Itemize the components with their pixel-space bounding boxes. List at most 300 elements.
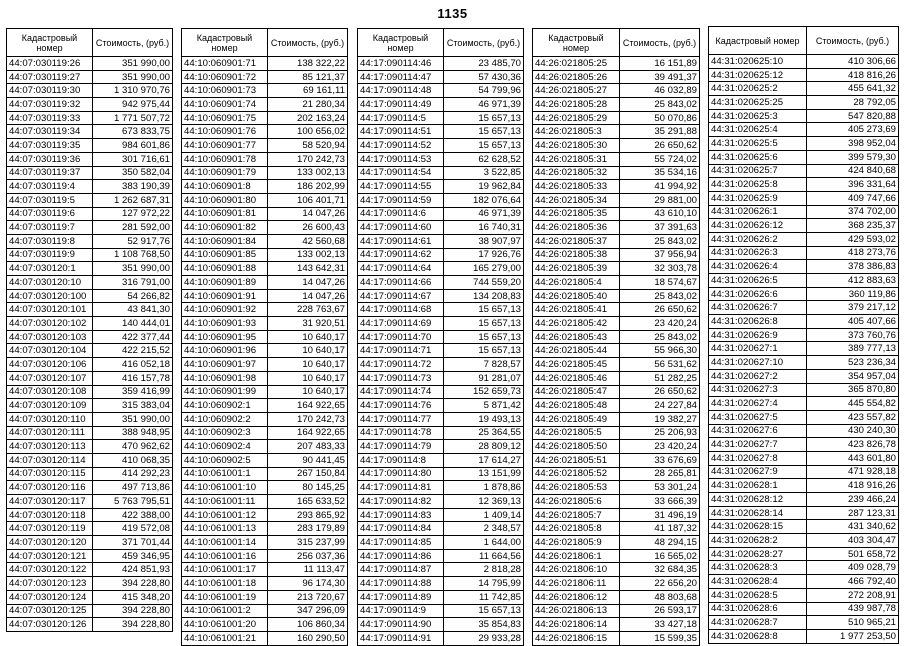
table-row <box>709 479 899 493</box>
table-row <box>182 139 348 153</box>
cadastral-number-cell: 44:31:020625:6 <box>709 150 807 164</box>
cost-cell: 301 716,61 <box>93 152 173 166</box>
cost-cell: 378 386,83 <box>807 260 899 274</box>
cost-cell: 523 236,34 <box>807 356 899 370</box>
cadastral-number-cell: 44:07:030119:27 <box>7 70 93 84</box>
cadastral-number-cell: 44:17:090114:49 <box>358 98 444 112</box>
cost-cell: 12 369,13 <box>444 495 524 509</box>
table-row <box>358 234 524 248</box>
table-row <box>709 68 899 82</box>
cadastral-number-cell: 44:26:021805:27 <box>533 84 620 98</box>
cost-cell: 256 037,36 <box>268 549 348 563</box>
table-row <box>358 289 524 303</box>
cost-cell: 26 593,17 <box>620 604 700 618</box>
cost-cell: 15 657,13 <box>444 139 524 153</box>
cost-cell: 359 416,99 <box>93 385 173 399</box>
cadastral-number-cell: 44:17:090114:48 <box>358 84 444 98</box>
cadastral-number-cell: 44:10:060901:8 <box>182 180 268 194</box>
table-row <box>358 399 524 413</box>
table-row <box>709 547 899 561</box>
header-cadastral-number: Кадастровый номер <box>533 29 620 57</box>
cost-cell: 10 640,17 <box>268 330 348 344</box>
cadastral-number-cell: 44:17:090114:71 <box>358 344 444 358</box>
table-row <box>533 563 700 577</box>
cadastral-number-cell: 44:10:060901:93 <box>182 317 268 331</box>
table-row <box>358 358 524 372</box>
cadastral-number-cell: 44:07:030120:104 <box>7 344 93 358</box>
cost-cell: 394 228,80 <box>93 618 173 632</box>
table-row <box>709 534 899 548</box>
cost-cell: 673 833,75 <box>93 125 173 139</box>
table-row <box>533 289 700 303</box>
table-row <box>182 467 348 481</box>
cadastral-number-cell: 44:07:030119:8 <box>7 234 93 248</box>
cost-cell: 58 520,94 <box>268 139 348 153</box>
cost-cell: 11 664,56 <box>444 549 524 563</box>
table-row <box>533 84 700 98</box>
table-row <box>7 618 173 632</box>
cost-cell: 53 301,24 <box>620 481 700 495</box>
cost-cell: 46 971,39 <box>444 207 524 221</box>
cost-cell: 43 610,10 <box>620 207 700 221</box>
cost-cell: 32 684,35 <box>620 563 700 577</box>
cost-cell: 48 294,15 <box>620 536 700 550</box>
cost-cell: 424 840,68 <box>807 164 899 178</box>
cost-cell: 445 554,82 <box>807 397 899 411</box>
table-row <box>358 303 524 317</box>
cadastral-number-cell: 44:17:090114:80 <box>358 467 444 481</box>
table-row <box>182 152 348 166</box>
cost-cell: 202 163,24 <box>268 111 348 125</box>
table-row <box>709 410 899 424</box>
cadastral-number-cell: 44:17:090114:47 <box>358 70 444 84</box>
table-row <box>709 260 899 274</box>
table-row <box>709 356 899 370</box>
cadastral-number-cell: 44:10:061001:12 <box>182 508 268 522</box>
cadastral-number-cell: 44:26:021805:39 <box>533 262 620 276</box>
cost-cell: 15 657,13 <box>444 317 524 331</box>
cadastral-table-5 <box>708 26 899 644</box>
table-row <box>358 549 524 563</box>
cost-cell: 23 420,24 <box>620 440 700 454</box>
cost-cell: 1 977 253,50 <box>807 629 899 643</box>
table-row <box>709 301 899 315</box>
cost-cell: 399 579,30 <box>807 150 899 164</box>
cadastral-number-cell: 44:17:090114:83 <box>358 508 444 522</box>
table-row <box>533 303 700 317</box>
cadastral-number-cell: 44:17:090114:86 <box>358 549 444 563</box>
cadastral-number-cell: 44:26:021805:49 <box>533 412 620 426</box>
table-row <box>7 467 173 481</box>
cost-cell: 430 240,30 <box>807 424 899 438</box>
table-row <box>358 412 524 426</box>
cost-cell: 23 420,24 <box>620 317 700 331</box>
cost-cell: 35 534,16 <box>620 166 700 180</box>
table-row <box>709 232 899 246</box>
cadastral-number-cell: 44:07:030120:119 <box>7 522 93 536</box>
cadastral-number-cell: 44:26:021805:29 <box>533 111 620 125</box>
cost-cell: 96 174,30 <box>268 577 348 591</box>
cost-cell: 25 206,93 <box>620 426 700 440</box>
table-row <box>182 125 348 139</box>
table-row <box>358 207 524 221</box>
cost-cell: 48 803,68 <box>620 590 700 604</box>
table-row <box>533 234 700 248</box>
cost-cell: 57 430,36 <box>444 70 524 84</box>
header-cost: Стоимость, (руб.) <box>620 29 700 57</box>
table-row <box>358 495 524 509</box>
table-row <box>709 493 899 507</box>
cost-cell: 501 658,72 <box>807 547 899 561</box>
cadastral-number-cell: 44:07:030119:6 <box>7 207 93 221</box>
cadastral-number-cell: 44:26:021805:50 <box>533 440 620 454</box>
cadastral-number-cell: 44:10:061001:2 <box>182 604 268 618</box>
table-row <box>533 577 700 591</box>
table-row <box>7 590 173 604</box>
table-row <box>182 440 348 454</box>
table-row <box>182 522 348 536</box>
cadastral-table-1 <box>6 28 173 632</box>
table-row <box>182 508 348 522</box>
table-row <box>709 205 899 219</box>
cadastral-number-cell: 44:26:021805:25 <box>533 57 620 71</box>
table-row <box>533 207 700 221</box>
cadastral-number-cell: 44:10:060901:85 <box>182 248 268 262</box>
table-row <box>533 125 700 139</box>
cost-cell: 26 650,62 <box>620 139 700 153</box>
cost-cell: 14 047,26 <box>268 276 348 290</box>
cost-cell: 394 228,80 <box>93 604 173 618</box>
cadastral-number-cell: 44:26:021805:3 <box>533 125 620 139</box>
table-row <box>358 481 524 495</box>
cost-cell: 25 843,02 <box>620 234 700 248</box>
table-row <box>358 70 524 84</box>
cadastral-number-cell: 44:26:021805:45 <box>533 358 620 372</box>
cost-cell: 379 217,12 <box>807 301 899 315</box>
cadastral-number-cell: 44:07:030120:107 <box>7 371 93 385</box>
cadastral-number-cell: 44:17:090114:60 <box>358 221 444 235</box>
cost-cell: 371 701,44 <box>93 536 173 550</box>
cadastral-number-cell: 44:17:090114:62 <box>358 248 444 262</box>
cadastral-number-cell: 44:17:090114:87 <box>358 563 444 577</box>
cadastral-number-cell: 44:07:030119:33 <box>7 111 93 125</box>
cadastral-number-cell: 44:07:030120:101 <box>7 303 93 317</box>
table-row <box>182 631 348 645</box>
table-row <box>533 317 700 331</box>
cadastral-number-cell: 44:26:021806:1 <box>533 549 620 563</box>
cost-cell: 100 656,02 <box>268 125 348 139</box>
table-row <box>358 563 524 577</box>
cost-cell: 7 828,57 <box>444 358 524 372</box>
cost-cell: 170 242,73 <box>268 152 348 166</box>
cadastral-number-cell: 44:31:020628:3 <box>709 561 807 575</box>
cost-cell: 182 076,64 <box>444 193 524 207</box>
table-row <box>709 109 899 123</box>
cadastral-number-cell: 44:10:061001:14 <box>182 536 268 550</box>
cadastral-number-cell: 44:07:030119:37 <box>7 166 93 180</box>
cadastral-number-cell: 44:26:021805:26 <box>533 70 620 84</box>
table-row <box>7 536 173 550</box>
table-row <box>709 602 899 616</box>
cadastral-number-cell: 44:07:030120:116 <box>7 481 93 495</box>
cadastral-number-cell: 44:31:020625:7 <box>709 164 807 178</box>
table-row <box>533 412 700 426</box>
cadastral-number-cell: 44:17:090114:91 <box>358 631 444 645</box>
table-row <box>709 164 899 178</box>
cost-cell: 62 628,52 <box>444 152 524 166</box>
table-row <box>358 180 524 194</box>
cadastral-number-cell: 44:17:090114:6 <box>358 207 444 221</box>
table-row <box>182 98 348 112</box>
cadastral-number-cell: 44:07:030120:126 <box>7 618 93 632</box>
cadastral-number-cell: 44:26:021805:7 <box>533 508 620 522</box>
table-row <box>358 344 524 358</box>
cost-cell: 127 972,22 <box>93 207 173 221</box>
cadastral-number-cell: 44:10:060901:76 <box>182 125 268 139</box>
cadastral-number-cell: 44:10:060901:96 <box>182 344 268 358</box>
cost-cell: 54 799,96 <box>444 84 524 98</box>
table-row <box>182 317 348 331</box>
cadastral-number-cell: 44:07:030120:121 <box>7 549 93 563</box>
cadastral-number-cell: 44:10:060901:99 <box>182 385 268 399</box>
table-row <box>358 522 524 536</box>
cost-cell: 405 273,69 <box>807 123 899 137</box>
table-row <box>709 219 899 233</box>
table-header-row <box>182 29 348 57</box>
table-row <box>709 575 899 589</box>
table-row <box>7 303 173 317</box>
cost-cell: 283 179,89 <box>268 522 348 536</box>
cadastral-number-cell: 44:31:020627:8 <box>709 451 807 465</box>
cost-cell: 35 291,88 <box>620 125 700 139</box>
cadastral-number-cell: 44:31:020627:2 <box>709 369 807 383</box>
cost-cell: 1 108 768,50 <box>93 248 173 262</box>
cost-cell: 470 962,62 <box>93 440 173 454</box>
table-row <box>182 166 348 180</box>
table-row <box>533 467 700 481</box>
cost-cell: 416 157,78 <box>93 371 173 385</box>
cadastral-number-cell: 44:26:021805:28 <box>533 98 620 112</box>
table-row <box>533 604 700 618</box>
table-row <box>7 262 173 276</box>
table-row <box>358 317 524 331</box>
cadastral-number-cell: 44:31:020626:5 <box>709 274 807 288</box>
cadastral-number-cell: 44:17:090114:68 <box>358 303 444 317</box>
cost-cell: 106 860,34 <box>268 618 348 632</box>
cadastral-number-cell: 44:31:020627:3 <box>709 383 807 397</box>
table-row <box>7 166 173 180</box>
cadastral-number-cell: 44:10:061001:17 <box>182 563 268 577</box>
table-row <box>7 248 173 262</box>
table-row <box>533 549 700 563</box>
cost-cell: 21 280,34 <box>268 98 348 112</box>
table-row <box>7 440 173 454</box>
cadastral-number-cell: 44:17:090114:72 <box>358 358 444 372</box>
cost-cell: 315 383,04 <box>93 399 173 413</box>
table-row <box>709 506 899 520</box>
cost-cell: 28 792,05 <box>807 96 899 110</box>
table-row <box>7 344 173 358</box>
cost-cell: 52 917,76 <box>93 234 173 248</box>
table-header-row <box>7 29 173 57</box>
cadastral-number-cell: 44:31:020626:9 <box>709 328 807 342</box>
table-row <box>358 276 524 290</box>
table-row <box>7 221 173 235</box>
table-row <box>182 180 348 194</box>
table-row <box>358 248 524 262</box>
cost-cell: 17 926,76 <box>444 248 524 262</box>
cadastral-number-cell: 44:07:030119:9 <box>7 248 93 262</box>
cadastral-number-cell: 44:26:021806:11 <box>533 577 620 591</box>
table-row <box>182 193 348 207</box>
cost-cell: 228 763,67 <box>268 303 348 317</box>
cadastral-number-cell: 44:31:020628:1 <box>709 479 807 493</box>
cost-cell: 90 441,45 <box>268 453 348 467</box>
cadastral-number-cell: 44:07:030119:26 <box>7 57 93 71</box>
cadastral-number-cell: 44:17:090114:79 <box>358 440 444 454</box>
cadastral-number-cell: 44:26:021806:10 <box>533 563 620 577</box>
cost-cell: 409 028,79 <box>807 561 899 575</box>
cadastral-number-cell: 44:07:030119:30 <box>7 84 93 98</box>
table-row <box>182 536 348 550</box>
table-row <box>358 111 524 125</box>
cadastral-number-cell: 44:10:060901:75 <box>182 111 268 125</box>
table-row <box>182 604 348 618</box>
cadastral-number-cell: 44:26:021806:13 <box>533 604 620 618</box>
table-row <box>182 385 348 399</box>
table-row <box>533 590 700 604</box>
cost-cell: 56 531,62 <box>620 358 700 372</box>
cost-cell: 54 266,82 <box>93 289 173 303</box>
cost-cell: 424 851,93 <box>93 563 173 577</box>
table-row <box>7 125 173 139</box>
table-row <box>182 84 348 98</box>
table-row <box>533 180 700 194</box>
cost-cell: 14 795,99 <box>444 577 524 591</box>
cadastral-number-cell: 44:07:030120:117 <box>7 495 93 509</box>
cost-cell: 347 296,09 <box>268 604 348 618</box>
cost-cell: 15 657,13 <box>444 604 524 618</box>
cadastral-number-cell: 44:07:030120:125 <box>7 604 93 618</box>
cadastral-number-cell: 44:10:060901:92 <box>182 303 268 317</box>
cadastral-number-cell: 44:31:020627:7 <box>709 438 807 452</box>
cost-cell: 351 990,00 <box>93 70 173 84</box>
cadastral-number-cell: 44:26:021805:36 <box>533 221 620 235</box>
cadastral-number-cell: 44:17:090114:69 <box>358 317 444 331</box>
cadastral-number-cell: 44:07:030119:4 <box>7 180 93 194</box>
cadastral-number-cell: 44:26:021805:43 <box>533 330 620 344</box>
cadastral-number-cell: 44:17:090114:8 <box>358 453 444 467</box>
cost-cell: 418 273,76 <box>807 246 899 260</box>
cost-cell: 547 820,88 <box>807 109 899 123</box>
cadastral-number-cell: 44:10:060901:71 <box>182 57 268 71</box>
cadastral-number-cell: 44:31:020625:5 <box>709 137 807 151</box>
table-row <box>709 424 899 438</box>
table-row <box>7 57 173 71</box>
cadastral-number-cell: 44:07:030120:103 <box>7 330 93 344</box>
cadastral-number-cell: 44:07:030120:115 <box>7 467 93 481</box>
header-cadastral-number: Кадастровый номер <box>182 29 268 57</box>
cadastral-number-cell: 44:10:061001:16 <box>182 549 268 563</box>
table-row <box>358 371 524 385</box>
cadastral-number-cell: 44:10:060901:84 <box>182 234 268 248</box>
cadastral-number-cell: 44:26:021806:12 <box>533 590 620 604</box>
cadastral-number-cell: 44:17:090114:53 <box>358 152 444 166</box>
cadastral-number-cell: 44:07:030120:114 <box>7 453 93 467</box>
cost-cell: 5 871,42 <box>444 399 524 413</box>
header-cadastral-number: Кадастровый номер <box>358 29 444 57</box>
cadastral-number-cell: 44:17:090114:66 <box>358 276 444 290</box>
cost-cell: 14 047,26 <box>268 207 348 221</box>
table-row <box>7 399 173 413</box>
cost-cell: 398 952,04 <box>807 137 899 151</box>
cost-cell: 316 791,00 <box>93 276 173 290</box>
cadastral-number-cell: 44:31:020628:6 <box>709 602 807 616</box>
table-row <box>358 536 524 550</box>
cadastral-number-cell: 44:07:030120:111 <box>7 426 93 440</box>
cadastral-number-cell: 44:31:020626:4 <box>709 260 807 274</box>
cost-cell: 39 491,37 <box>620 70 700 84</box>
table-row <box>358 193 524 207</box>
cadastral-number-cell: 44:26:021805:5 <box>533 426 620 440</box>
cost-cell: 394 228,80 <box>93 577 173 591</box>
cost-cell: 1 409,14 <box>444 508 524 522</box>
table-row <box>7 111 173 125</box>
cadastral-number-cell: 44:07:030120:1 <box>7 262 93 276</box>
cost-cell: 351 990,00 <box>93 57 173 71</box>
table-row <box>709 191 899 205</box>
cadastral-number-cell: 44:31:020625:9 <box>709 191 807 205</box>
table-row <box>358 385 524 399</box>
header-cost: Стоимость, (руб.) <box>444 29 524 57</box>
cadastral-number-cell: 44:17:090114:64 <box>358 262 444 276</box>
cadastral-number-cell: 44:10:061001:20 <box>182 618 268 632</box>
cost-cell: 455 641,32 <box>807 82 899 96</box>
cadastral-number-cell: 44:26:021805:42 <box>533 317 620 331</box>
cadastral-number-cell: 44:26:021805:34 <box>533 193 620 207</box>
cadastral-number-cell: 44:10:060901:91 <box>182 289 268 303</box>
cost-cell: 24 227,84 <box>620 399 700 413</box>
table-row <box>709 82 899 96</box>
table-row <box>709 383 899 397</box>
table-row <box>709 369 899 383</box>
table-row <box>709 629 899 643</box>
cadastral-number-cell: 44:07:030120:113 <box>7 440 93 454</box>
table-row <box>358 467 524 481</box>
table-row <box>358 84 524 98</box>
cost-cell: 26 650,62 <box>620 385 700 399</box>
table-row <box>7 358 173 372</box>
cost-cell: 272 208,91 <box>807 588 899 602</box>
cost-cell: 55 966,30 <box>620 344 700 358</box>
cost-cell: 423 826,78 <box>807 438 899 452</box>
table-row <box>709 137 899 151</box>
cadastral-number-cell: 44:31:020625:8 <box>709 178 807 192</box>
cadastral-number-cell: 44:10:060901:80 <box>182 193 268 207</box>
table-row <box>182 70 348 84</box>
cadastral-number-cell: 44:31:020626:12 <box>709 219 807 233</box>
cadastral-number-cell: 44:26:021805:48 <box>533 399 620 413</box>
cost-cell: 354 957,04 <box>807 369 899 383</box>
cadastral-number-cell: 44:17:090114:52 <box>358 139 444 153</box>
cadastral-number-cell: 44:17:090114:76 <box>358 399 444 413</box>
cost-cell: 396 331,64 <box>807 178 899 192</box>
table-row <box>533 440 700 454</box>
table-row <box>533 98 700 112</box>
table-row <box>7 549 173 563</box>
table-row <box>533 495 700 509</box>
cost-cell: 33 666,39 <box>620 495 700 509</box>
